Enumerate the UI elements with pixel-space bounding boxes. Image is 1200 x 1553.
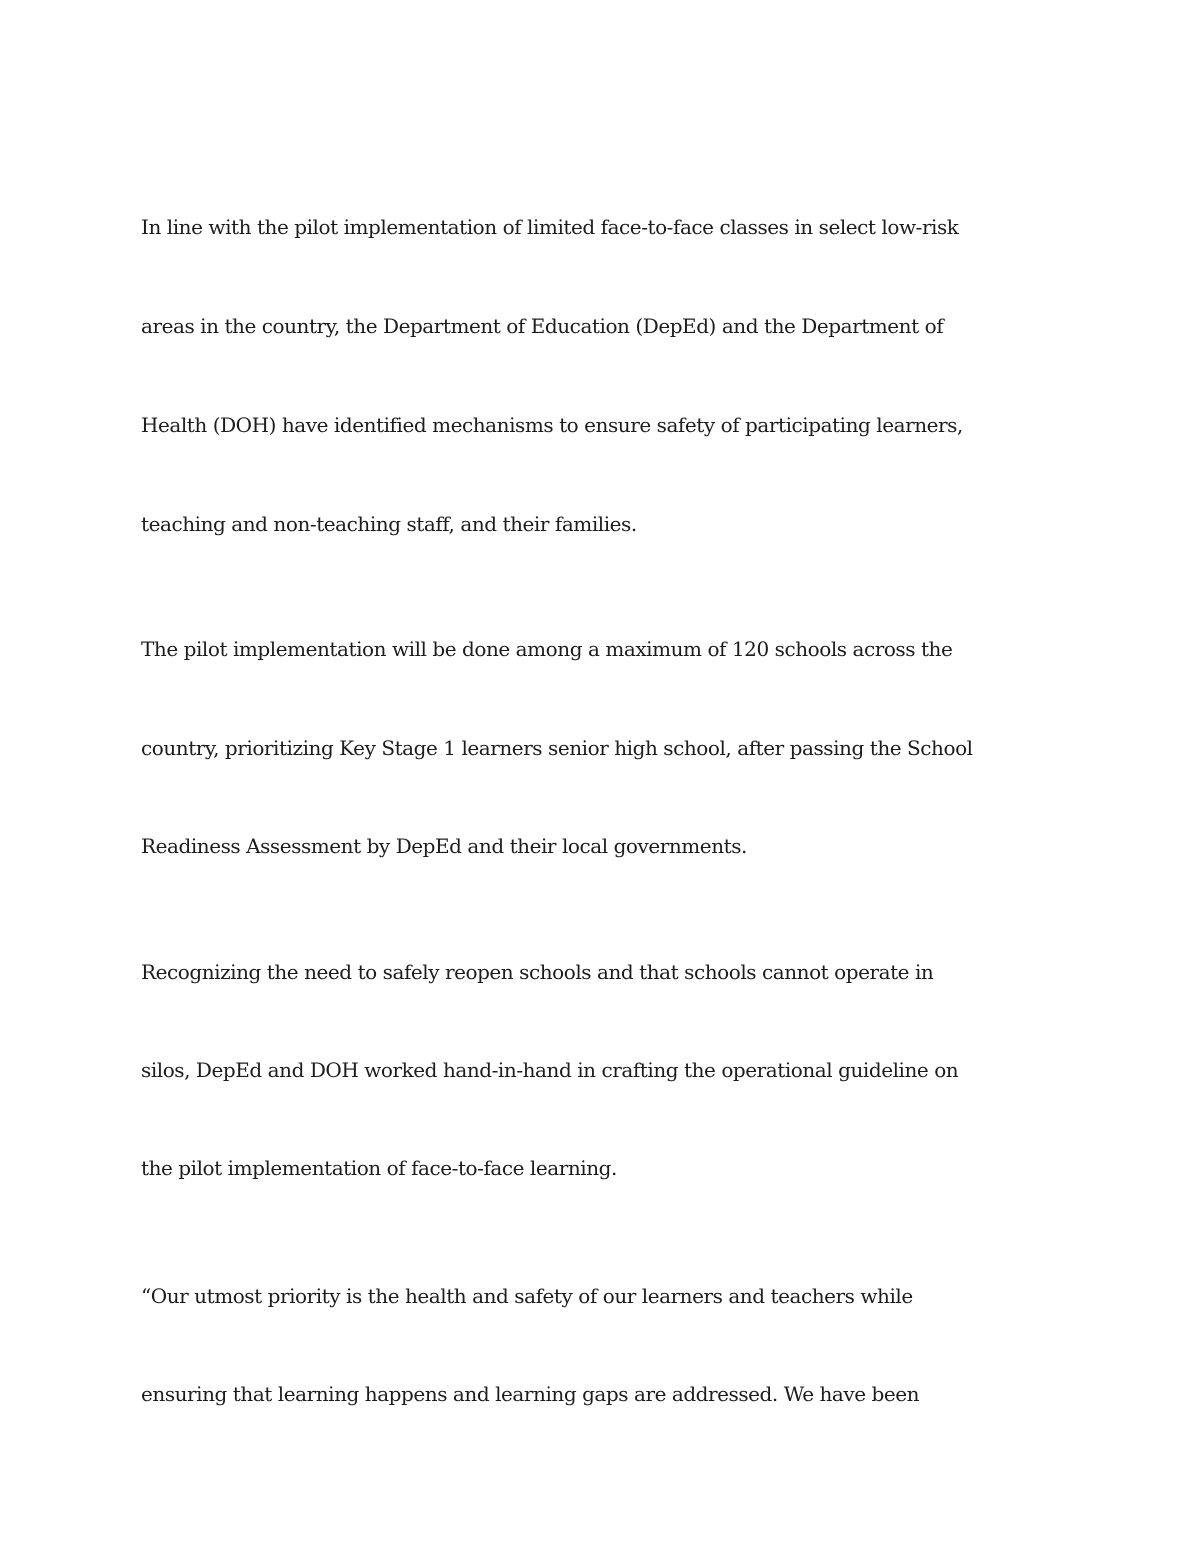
paragraph-line: silos, DepEd and DOH worked hand-in-hand in crafting the operational guideline on	[141, 1058, 959, 1082]
paragraph-line: ensuring that learning happens and learning gaps are addressed. We have been	[141, 1382, 920, 1406]
paragraph-line: country, prioritizing Key Stage 1 learners senior high school, after passing the School	[141, 736, 973, 760]
paragraph-line: In line with the pilot implementation of limited face-to-face classes in select low-risk	[141, 215, 959, 239]
paragraph-line: Readiness Assessment by DepEd and their local governments.	[141, 834, 747, 858]
paragraph-line: areas in the country, the Department of Education (DepEd) and the Department of	[141, 314, 944, 338]
paragraph-line: the pilot implementation of face-to-face learning.	[141, 1156, 617, 1180]
paragraph-line: teaching and non-teaching staff, and their families.	[141, 512, 637, 536]
paragraph-line: Recognizing the need to safely reopen schools and that schools cannot operate in	[141, 960, 934, 984]
paragraph-line: Health (DOH) have identified mechanisms to ensure safety of participating learners,	[141, 413, 963, 437]
paragraph-line: The pilot implementation will be done among a maximum of 120 schools across the	[141, 637, 953, 661]
paragraph-line: “Our utmost priority is the health and safety of our learners and teachers while	[141, 1284, 913, 1308]
